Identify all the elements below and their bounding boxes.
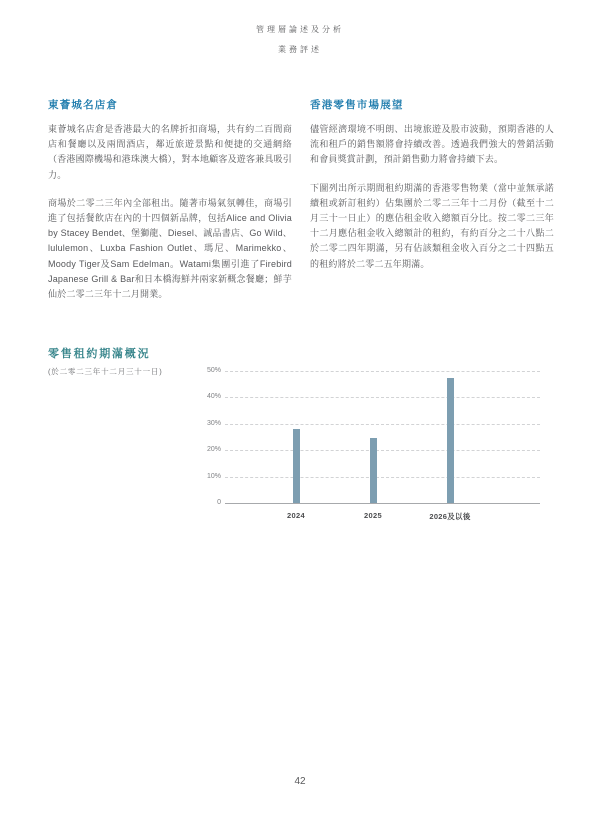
chart-subtitle: (於二零二三年十二月三十一日): [48, 367, 163, 376]
gridline: [225, 450, 540, 451]
section-heading: 東薈城名店倉: [48, 99, 119, 111]
x-axis-label: 2025: [364, 511, 382, 520]
gridline: [225, 397, 540, 398]
paragraph: 東薈城名店倉是香港最大的名牌折扣商場，共有約二百間商店和餐廳以及兩間酒店，鄰近旅遊景點和便捷的交通網絡（香港國際機場和港珠澳大橋），對本地顧客及遊客兼具吸引力。: [48, 124, 292, 180]
x-axis-label: 2026及以後: [429, 512, 471, 521]
page-header: [0, 24, 600, 55]
x-axis-line: [225, 503, 540, 504]
paragraph: 商場於二零二三年內全部租出。隨著市場氣氛轉佳，商場引進了包括餐飲店在內的十四個新品牌，包括Alice and Olivia by Stacey Bendet、堡獅龍、Diesel、誠品書店、Go Wild、lululemon、Luxba Fashion Outlet、瑪尼、Marimekko、Moody Tiger及Sam Edelman。Watami集團引進了Firebird Japanese Grill & Bar和日本橋海鮮丼兩家新概念餐廳；鮮芋仙於二零二三年十二月開業。: [48, 197, 292, 300]
section-hk-retail-outlook: [310, 97, 554, 315]
paragraph: 下圖列出所示期間租約期滿的香港零售物業（當中並無承諾續租或新訂租約）佔集團於二零二三年十二月份（截至十二月三十一日止）的應佔租金收入總額百分比。按二零二三年十二月應佔租金收入總額計的租約，有約百分之二十八點二於二零二四年期滿，另有佔該類租金收入百分之二十四點五的租約將於二零二五年期滿。: [310, 182, 554, 269]
y-axis-tick: 40%: [206, 393, 221, 401]
gridline: [225, 424, 540, 425]
y-axis-tick: 30%: [206, 419, 221, 427]
gridline: [225, 371, 540, 372]
y-axis-tick: 0: [217, 499, 221, 506]
y-axis-tick: 50%: [206, 367, 221, 374]
x-axis-label: 2024: [287, 511, 305, 520]
y-axis-tick: 10%: [206, 472, 221, 480]
section-citygate-outlets: [48, 97, 292, 315]
section-heading: 香港零售市場展望: [310, 99, 404, 111]
paragraph: 儘管經濟環境不明朗、出境旅遊及股市波動，預期香港的人流和租戶的銷售額將會持續改善。透過我們強大的營銷活動和會員獎賞計劃，預計銷售動力將會持續下去。: [310, 124, 554, 165]
header-section-title: 業務評述: [278, 45, 322, 54]
chart-bar-2025: [370, 438, 377, 503]
page-footer: [0, 776, 600, 787]
y-axis-tick: 20%: [206, 446, 221, 454]
two-column-body: [48, 97, 555, 315]
chart-title: 零售租約期滿概況: [48, 348, 151, 360]
gridline: [225, 477, 540, 478]
header-chapter-title: 管理層論述及分析: [256, 25, 344, 34]
chart-bar-2026及以後: [447, 378, 454, 503]
bar-chart-plot: [203, 367, 548, 536]
retail-lease-expiry-chart: [48, 345, 555, 535]
chart-bar-2024: [293, 429, 300, 503]
page-number: 42: [294, 776, 306, 787]
